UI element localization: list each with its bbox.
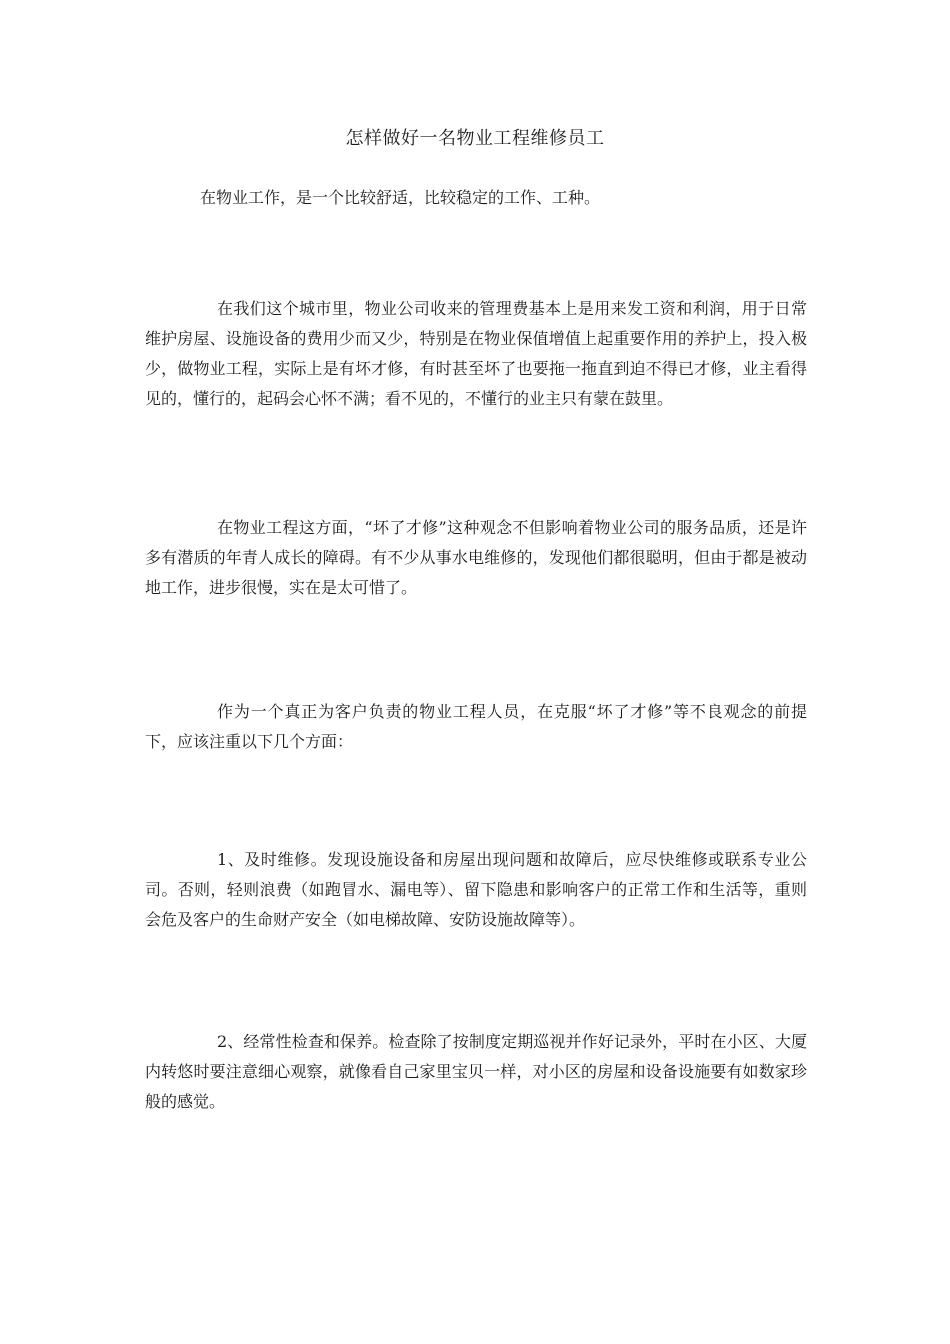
paragraph-repair-mindset: 在物业工程这方面，“坏了才修”这种观念不但影响着物业公司的服务品质，还是许多有潜质的年青人成长的障碍。有不少从事水电维修的，发现他们都很聪明，但由于都是被动地工作，进步很慢，实在是太可惜了。 (145, 518, 807, 597)
intro-paragraph: 在物业工作，是一个比较舒适，比较稳定的工作、工种。 (200, 188, 601, 207)
document-title: 怎样做好一名物业工程维修员工 (345, 128, 605, 149)
paragraph-timely-repair: 1、及时维修。发现设施设备和房屋出现问题和故障后，应尽快维修或联系专业公司。否则，轻则浪费（如跑冒水、漏电等）、留下隐患和影响客户的正常工作和生活等，重则会危及客户的生命财产安全（如电梯故障、安防设施故障等）。 (145, 850, 807, 929)
paragraph-city-fees: 在我们这个城市里，物业公司收来的管理费基本上是用来发工资和利润，用于日常维护房屋、设施设备的费用少而又少，特别是在物业保值增值上起重要作用的养护上，投入极少，做物业工程，实际上是有坏才修，有时甚至坏了也要拖一拖直到迫不得已才修，业主看得见的，懂行的，起码会心怀不满；看不见的，不懂行的业主只有蒙在鼓里。 (145, 299, 807, 408)
paragraph-responsibilities: 作为一个真正为客户负责的物业工程人员，在克服“坏了才修”等不良观念的前提下，应该注重以下几个方面： (145, 702, 807, 751)
document-page (145, 0, 810, 1344)
paragraph-inspection: 2、经常性检查和保养。检查除了按制度定期巡视并作好记录外，平时在小区、大厦内转悠时要注意细心观察，就像看自己家里宝贝一样，对小区的房屋和设备设施要有如数家珍般的感觉。 (145, 1032, 807, 1111)
